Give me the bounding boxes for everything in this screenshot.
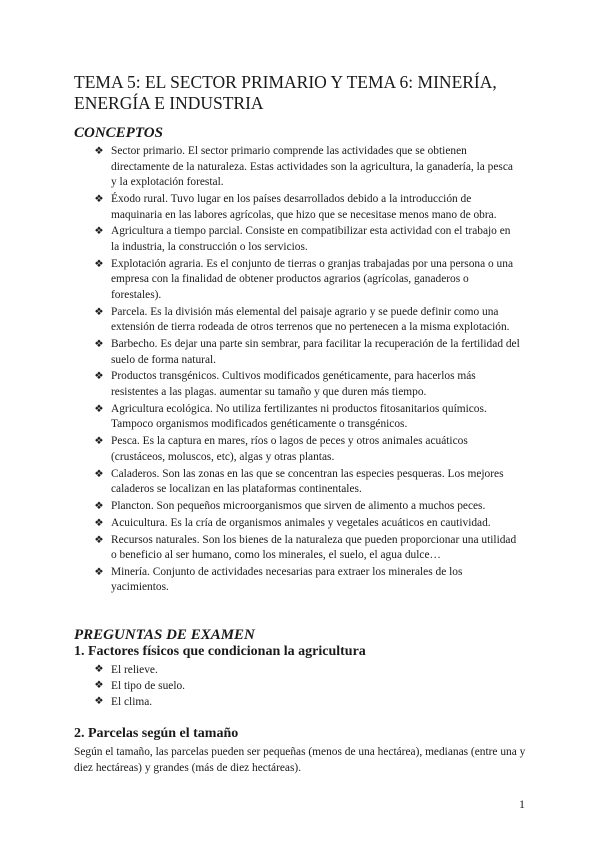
bullet-diamond-icon: ❖ <box>94 680 104 691</box>
concept-item <box>92 144 520 191</box>
bullet-diamond-icon: ❖ <box>94 339 104 351</box>
bullet-diamond-icon: ❖ <box>94 403 104 415</box>
concept-text: Recursos naturales. Son los bienes de la naturaleza que pueden proporcionar una utilidad o beneficio al ser humano, como los minerales, el suelo, el agua dulce… <box>111 533 517 562</box>
bullet-diamond-icon: ❖ <box>94 664 104 675</box>
list-item-text: El clima. <box>111 696 153 708</box>
question-2-body: Según el tamaño, las parcelas pueden ser pequeñas (menos de una hectárea), medianas (entre una y diez hectáreas) y grandes (más de diez hectáreas). <box>74 746 526 774</box>
concept-item <box>92 224 520 255</box>
question-2-title: 2. Parcelas según el tamaño <box>74 726 239 741</box>
concept-item <box>92 337 520 368</box>
list-item <box>92 678 392 694</box>
concept-item <box>92 434 520 465</box>
bullet-diamond-icon: ❖ <box>94 696 104 707</box>
conceptos-list <box>92 144 520 597</box>
bullet-diamond-icon: ❖ <box>94 534 104 546</box>
bullet-diamond-icon: ❖ <box>94 306 104 318</box>
concept-item <box>92 192 520 223</box>
concept-text: Acuicultura. Es la cría de organismos animales y vegetales acuáticos en cautividad. <box>111 516 491 529</box>
bullet-diamond-icon: ❖ <box>94 468 104 480</box>
question-1-list <box>92 662 392 710</box>
concept-item <box>92 565 520 596</box>
concept-text: Barbecho. Es dejar una parte sin sembrar, para facilitar la recuperación de la fertilidad del suelo de forma natural. <box>111 338 520 366</box>
concept-item <box>92 467 520 498</box>
bullet-diamond-icon: ❖ <box>94 193 104 205</box>
concept-item <box>92 499 520 515</box>
conceptos-heading: CONCEPTOS <box>74 125 163 141</box>
bullet-diamond-icon: ❖ <box>94 146 104 157</box>
concept-item <box>92 257 520 304</box>
concept-text: Pesca. Es la captura en mares, ríos o lagos de peces y otros animales acuáticos (crustáceos, moluscos, etc), algas y otras plantas. <box>111 435 468 463</box>
page-number: 1 <box>519 797 525 811</box>
concept-text: Minería. Conjunto de actividades necesarias para extraer los minerales de los yacimientos. <box>111 565 463 594</box>
bullet-diamond-icon: ❖ <box>94 517 104 529</box>
concept-item <box>92 533 520 564</box>
bullet-diamond-icon: ❖ <box>94 371 104 383</box>
bullet-diamond-icon: ❖ <box>94 500 104 512</box>
concept-text: Productos transgénicos. Cultivos modificados genéticamente, para hacerlos más resistentes a las plagas. aumentar su tamaño y que duren más tiempo. <box>111 370 476 399</box>
list-item <box>92 662 392 678</box>
bullet-diamond-icon: ❖ <box>94 566 104 578</box>
list-item-text: El relieve. <box>111 664 158 676</box>
concept-text: Plancton. Son pequeños microorganismos que sirven de alimento a muchos peces. <box>111 499 486 512</box>
bullet-diamond-icon: ❖ <box>94 226 104 238</box>
concept-text: Parcela. Es la división más elemental del paisaje agrario y se puede definir como una extensión de tierra rodeada de otros terrenos que no pertenecen a la misma explotación. <box>111 305 510 334</box>
concept-text: Explotación agraria. Es el conjunto de tierras o granjas trabajadas por una persona o una empresa con la finalidad de obtener productos agrarios (agrícolas, ganaderos o forestales). <box>111 257 514 301</box>
concept-item <box>92 369 520 400</box>
list-item <box>92 694 392 710</box>
concept-text: Sector primario. El sector primario comprende las actividades que se obtienen directamente de la naturaleza. Estas actividades son la agricultura, la ganadería, la pesca y la explotación forestal. <box>111 145 513 189</box>
question-1-title: 1. Factores físicos que condicionan la agricultura <box>74 644 366 659</box>
concept-item <box>92 516 520 532</box>
list-item-text: El tipo de suelo. <box>111 680 186 692</box>
concept-text: Agricultura ecológica. No utiliza fertilizantes ni productos fitosanitarios químicos. Tampoco organismos modificados genéticamente o transgénicos. <box>111 402 487 431</box>
preguntas-heading: PREGUNTAS DE EXAMEN <box>74 627 255 643</box>
bullet-diamond-icon: ❖ <box>94 436 104 448</box>
concept-item <box>92 305 520 336</box>
document-title: TEMA 5: EL SECTOR PRIMARIO Y TEMA 6: MINERÍA, ENERGÍA E INDUSTRIA <box>74 72 497 113</box>
bullet-diamond-icon: ❖ <box>94 258 104 270</box>
concept-text: Agricultura a tiempo parcial. Consiste en compatibilizar esta actividad con el trabajo en la industria, la construcción o los servicios. <box>111 225 511 253</box>
concept-text: Caladeros. Son las zonas en las que se concentran las especies pesqueras. Los mejores caladeros se localizan en las plataformas continentales. <box>111 467 504 496</box>
concept-text: Éxodo rural. Tuvo lugar en los países desarrollados debido a la introducción de maquinaria en las labores agrícolas, que hizo que se necesitase menos mano de obra. <box>111 192 497 221</box>
concept-item <box>92 402 520 433</box>
